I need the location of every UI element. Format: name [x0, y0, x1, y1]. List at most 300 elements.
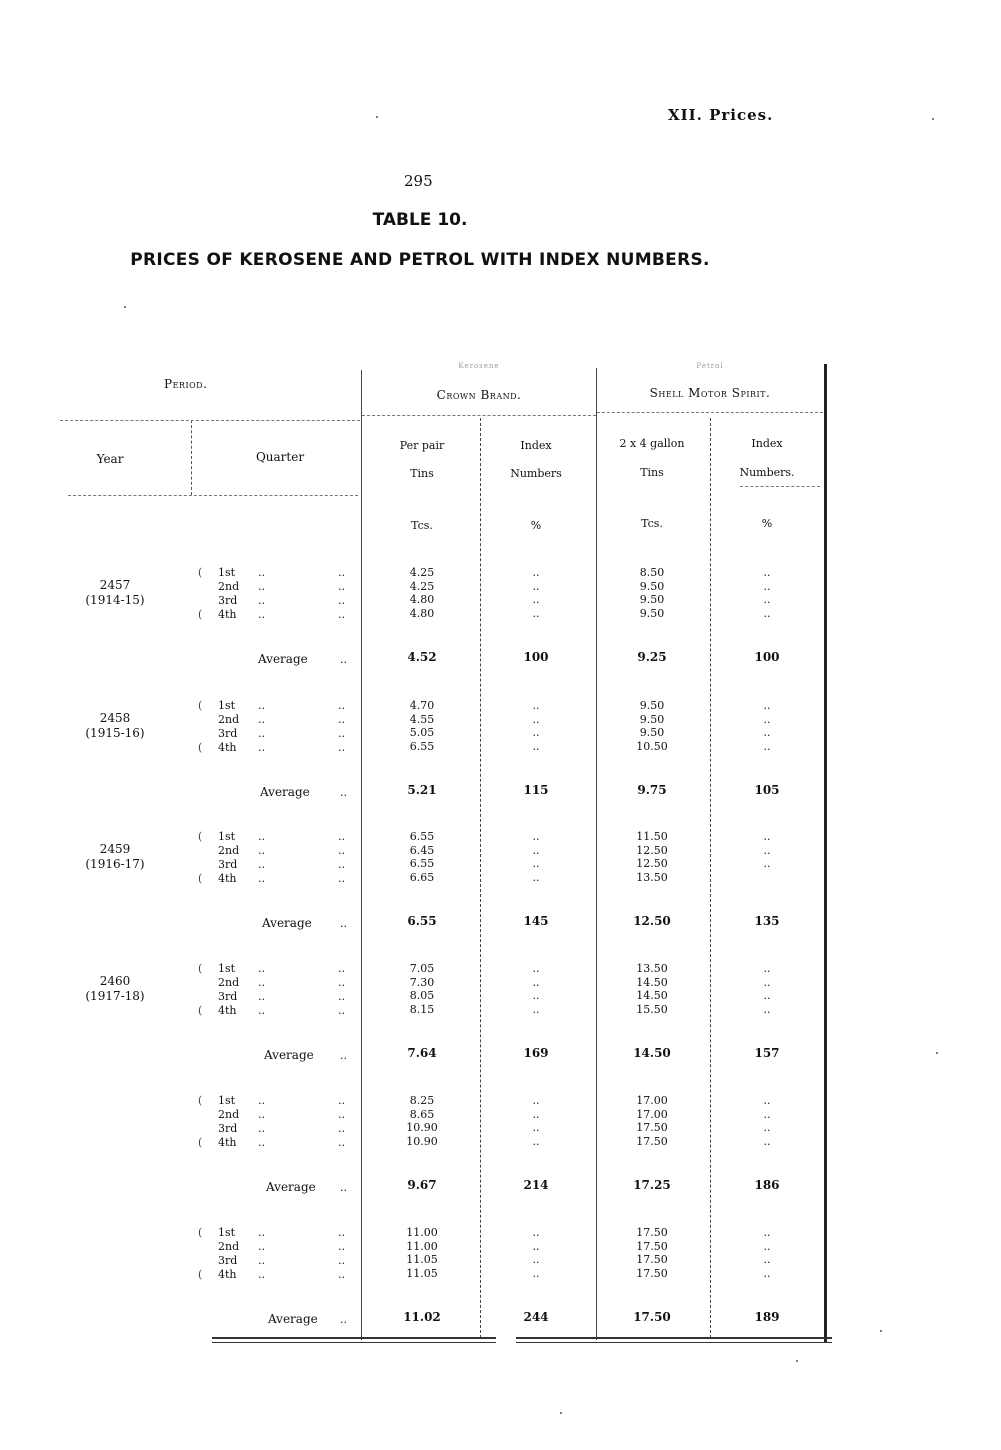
- kerosene-index-cell: ..: [532, 962, 540, 975]
- leader-dots: ..: [338, 1004, 345, 1017]
- header-petrol-index: [722, 429, 812, 487]
- average-petrol-index: 186: [754, 1178, 780, 1192]
- kerosene-price-cell: 10.90: [406, 1121, 438, 1134]
- quarter-list: [218, 1226, 378, 1282]
- kerosene-price-cell: 5.05: [409, 726, 435, 739]
- quarter-row: [218, 1108, 378, 1122]
- header-kerosene-price: [380, 432, 464, 488]
- year-be: 2460: [99, 974, 131, 988]
- leader-dots: ..: [258, 962, 265, 975]
- petrol-price-cell: 17.50: [636, 1121, 668, 1134]
- petrol-index-cell: ..: [763, 1253, 771, 1266]
- kerosene-price-column: [380, 962, 464, 1016]
- average-petrol-price: 9.25: [637, 650, 667, 664]
- leader-dots: ..: [338, 1254, 345, 1267]
- kerosene-price-cell: 4.80: [409, 593, 435, 606]
- petrol-price-cell: 17.00: [636, 1094, 668, 1107]
- quarter-row: [218, 608, 378, 622]
- petrol-index-cell: ..: [763, 975, 771, 989]
- petrol-price-cell: 11.50: [636, 830, 668, 843]
- leader-dots: ..: [258, 1094, 265, 1107]
- quarter-row: [218, 962, 378, 976]
- kerosene-price-cell: 8.15: [409, 1002, 435, 1016]
- leader-dots: ..: [338, 566, 345, 579]
- leader-dots: ..: [258, 1268, 265, 1281]
- kerosene-price-cell: 6.45: [409, 843, 435, 857]
- scan-speck: [796, 1360, 798, 1362]
- petrol-price-cell: 13.50: [636, 870, 668, 884]
- kerosene-index-cell: ..: [532, 1107, 540, 1121]
- kerosene-price-cell: 8.65: [409, 1107, 435, 1121]
- header-kerosene-group: Kerosene: [458, 362, 500, 370]
- column-divider-petrol-index: [710, 418, 711, 1338]
- petrol-price-cell: 13.50: [636, 962, 668, 975]
- kerosene-price-column: [380, 1094, 464, 1148]
- average-kerosene-index: 244: [523, 1310, 549, 1324]
- brace-mark: ( (: [198, 699, 203, 754]
- quarter-row: [218, 1254, 378, 1268]
- leader-dots: ..: [338, 830, 345, 843]
- petrol-price-cell: 9.50: [639, 579, 665, 593]
- header-petrol-index-line2: Numbers.: [739, 466, 795, 479]
- header-petrol-price: [604, 429, 700, 487]
- petrol-index-cell: ..: [763, 593, 771, 606]
- leader-dots: ..: [338, 1136, 345, 1149]
- average-kerosene-index: 214: [523, 1178, 549, 1192]
- bottom-rule-left: [212, 1337, 496, 1339]
- kerosene-index-cell: ..: [532, 739, 540, 753]
- year-cell: [60, 974, 170, 1004]
- quarter-label: 1st: [218, 699, 236, 712]
- leader-dots: ..: [340, 1313, 347, 1326]
- header-year: Year: [96, 452, 124, 466]
- kerosene-index-cell: ..: [532, 989, 540, 1002]
- leader-dots: ..: [338, 1122, 345, 1135]
- kerosene-price-column: [380, 1226, 464, 1280]
- kerosene-price-cell: 6.55: [409, 857, 435, 870]
- petrol-price-column: [604, 566, 700, 620]
- quarter-row: [218, 594, 378, 608]
- quarter-label: 4th: [218, 1268, 237, 1281]
- kerosene-index-cell: ..: [532, 1226, 540, 1239]
- leader-dots: ..: [338, 727, 345, 740]
- quarter-row: [218, 727, 378, 741]
- quarter-row: [218, 566, 378, 580]
- average-petrol-price: 14.50: [633, 1046, 671, 1060]
- leader-dots: ..: [340, 653, 347, 666]
- leader-dots: ..: [258, 1122, 265, 1135]
- average-label: Average: [264, 1048, 314, 1062]
- average-kerosene-price: 6.55: [407, 914, 437, 928]
- average-petrol-price: 12.50: [633, 914, 671, 928]
- quarter-row: [218, 741, 378, 755]
- year-be: 2458: [99, 711, 131, 725]
- quarter-row: [218, 858, 378, 872]
- petrol-index-cell: ..: [763, 1002, 771, 1016]
- average-kerosene-price: 4.52: [407, 650, 437, 664]
- petrol-index-column: [722, 1226, 812, 1280]
- kerosene-index-cell: ..: [532, 975, 540, 989]
- petrol-price-cell: 9.50: [639, 712, 665, 726]
- average-label: Average: [262, 916, 312, 930]
- petrol-price-cell: 17.50: [636, 1253, 668, 1266]
- year-cell: [60, 578, 170, 608]
- leader-dots: ..: [338, 1240, 345, 1253]
- quarter-label: 1st: [218, 962, 236, 975]
- leader-dots: ..: [258, 1254, 265, 1267]
- quarter-row: [218, 699, 378, 713]
- kerosene-index-cell: ..: [532, 1002, 540, 1016]
- kerosene-index-cell: ..: [532, 606, 540, 620]
- scan-speck: [936, 1052, 938, 1054]
- petrol-price-column: [604, 699, 700, 753]
- petrol-index-cell: ..: [763, 830, 771, 843]
- kerosene-price-cell: 4.70: [409, 699, 435, 712]
- average-kerosene-index: 145: [523, 914, 549, 928]
- petrol-price-cell: 17.50: [636, 1266, 668, 1280]
- petrol-price-cell: 9.50: [639, 606, 665, 620]
- kerosene-index-cell: ..: [532, 712, 540, 726]
- petrol-index-cell: ..: [763, 1239, 771, 1253]
- petrol-index-cell: ..: [763, 843, 771, 857]
- year-ad: (1917-18): [85, 989, 145, 1003]
- quarter-label: 1st: [218, 566, 236, 579]
- leader-dots: ..: [258, 1226, 265, 1239]
- leader-dots: ..: [338, 741, 345, 754]
- leader-dots: ..: [340, 917, 347, 930]
- petrol-index-column: [722, 962, 812, 1016]
- leader-dots: ..: [258, 594, 265, 607]
- unit-kerosene-price: Tcs.: [411, 519, 433, 532]
- kerosene-price-cell: 4.80: [409, 606, 435, 620]
- kerosene-index-cell: ..: [532, 579, 540, 593]
- quarter-label: 2nd: [218, 1108, 240, 1121]
- kerosene-price-cell: 6.55: [409, 830, 435, 843]
- kerosene-index-column: [494, 1226, 578, 1280]
- header-rule-bottom: [68, 495, 358, 496]
- quarter-label: 3rd: [218, 1254, 238, 1267]
- kerosene-price-cell: 11.05: [406, 1266, 438, 1280]
- quarter-label: 2nd: [218, 713, 240, 726]
- petrol-index-cell: ..: [763, 857, 771, 870]
- scan-speck: [880, 1330, 882, 1332]
- header-kerosene-brand: Crown Brand.: [436, 388, 522, 402]
- quarter-list: [218, 830, 378, 886]
- petrol-index-cell: ..: [763, 699, 771, 712]
- kerosene-index-cell: ..: [532, 726, 540, 739]
- leader-dots: ..: [338, 872, 345, 885]
- petrol-price-cell: 17.50: [636, 1134, 668, 1148]
- leader-dots: ..: [258, 844, 265, 857]
- year-ad: (1914-15): [85, 593, 145, 607]
- quarter-label: 4th: [218, 872, 237, 885]
- quarter-row: [218, 830, 378, 844]
- petrol-price-cell: 17.50: [636, 1226, 668, 1239]
- quarter-row: [218, 580, 378, 594]
- leader-dots: ..: [338, 699, 345, 712]
- kerosene-price-cell: 11.00: [406, 1226, 438, 1239]
- average-label: Average: [266, 1180, 316, 1194]
- kerosene-index-cell: ..: [532, 699, 540, 712]
- kerosene-index-cell: ..: [532, 1266, 540, 1280]
- average-petrol-index: 157: [754, 1046, 780, 1060]
- brace-mark: ( (: [198, 962, 203, 1017]
- header-petrol-group: Petrol: [696, 362, 724, 370]
- quarter-row: [218, 1004, 378, 1018]
- leader-dots: ..: [340, 1181, 347, 1194]
- column-divider-kerosene-index: [480, 418, 481, 1338]
- kerosene-price-column: [380, 830, 464, 884]
- leader-dots: ..: [338, 1108, 345, 1121]
- leader-dots: ..: [338, 976, 345, 989]
- header-rule-top: [60, 420, 360, 421]
- leader-dots: ..: [258, 608, 265, 621]
- quarter-list: [218, 566, 378, 622]
- kerosene-index-column: [494, 699, 578, 753]
- leader-dots: ..: [338, 608, 345, 621]
- leader-dots: ..: [338, 1094, 345, 1107]
- kerosene-index-column: [494, 566, 578, 620]
- quarter-row: [218, 1136, 378, 1150]
- petrol-price-cell: 14.50: [636, 975, 668, 989]
- header-petrol-index-line1: Index: [751, 437, 783, 450]
- petrol-index-cell: ..: [763, 1134, 771, 1148]
- average-petrol-index: 100: [754, 650, 780, 664]
- header-rule-kerosene: [362, 415, 596, 416]
- petrol-index-cell: ..: [763, 566, 771, 579]
- kerosene-index-cell: ..: [532, 870, 540, 884]
- year-be: 2459: [99, 842, 131, 856]
- leader-dots: ..: [258, 1004, 265, 1017]
- kerosene-index-cell: ..: [532, 1253, 540, 1266]
- kerosene-price-cell: 6.65: [409, 870, 435, 884]
- quarter-label: 1st: [218, 1226, 236, 1239]
- quarter-label: 1st: [218, 830, 236, 843]
- quarter-row: [218, 713, 378, 727]
- unit-kerosene-index: %: [530, 519, 542, 532]
- quarter-list: [218, 1094, 378, 1150]
- year-be: 2457: [99, 578, 131, 592]
- petrol-price-cell: 12.50: [636, 843, 668, 857]
- quarter-label: 2nd: [218, 844, 240, 857]
- kerosene-price-cell: 7.05: [409, 962, 435, 975]
- petrol-index-column: [722, 830, 812, 871]
- kerosene-price-column: [380, 699, 464, 753]
- kerosene-price-cell: 11.00: [406, 1239, 438, 1253]
- quarter-label: 3rd: [218, 990, 238, 1003]
- leader-dots: ..: [258, 1108, 265, 1121]
- quarter-label: 1st: [218, 1094, 236, 1107]
- bottom-rule-left-2: [212, 1342, 496, 1343]
- quarter-label: 4th: [218, 608, 237, 621]
- petrol-price-column: [604, 1226, 700, 1280]
- leader-dots: ..: [338, 1226, 345, 1239]
- brace-mark: ( (: [198, 1226, 203, 1281]
- petrol-price-cell: 14.50: [636, 989, 668, 1002]
- kerosene-index-cell: ..: [532, 1121, 540, 1134]
- leader-dots: ..: [338, 1268, 345, 1281]
- quarter-row: [218, 1240, 378, 1254]
- leader-dots: ..: [340, 786, 347, 799]
- quarter-label: 2nd: [218, 1240, 240, 1253]
- year-cell: [60, 711, 170, 741]
- average-petrol-price: 17.25: [633, 1178, 671, 1192]
- petrol-price-cell: 15.50: [636, 1002, 668, 1016]
- year-ad: (1916-17): [85, 857, 145, 871]
- kerosene-price-cell: 4.55: [409, 712, 435, 726]
- petrol-index-column: [722, 566, 812, 620]
- petrol-index-column: [722, 1094, 812, 1148]
- kerosene-price-column: [380, 566, 464, 620]
- header-kerosene-price-line2: Tins: [410, 467, 434, 480]
- kerosene-index-cell: ..: [532, 830, 540, 843]
- header-kerosene-index: [494, 432, 578, 488]
- quarter-row: [218, 976, 378, 990]
- quarter-label: 4th: [218, 1136, 237, 1149]
- quarter-list: [218, 962, 378, 1018]
- petrol-price-cell: 12.50: [636, 857, 668, 870]
- quarter-row: [218, 990, 378, 1004]
- column-divider-year: [191, 420, 192, 495]
- scan-speck: [932, 118, 934, 120]
- leader-dots: ..: [258, 976, 265, 989]
- kerosene-price-cell: 10.90: [406, 1134, 438, 1148]
- petrol-index-cell: ..: [763, 1226, 771, 1239]
- year-ad: (1915-16): [85, 726, 145, 740]
- leader-dots: ..: [258, 580, 265, 593]
- quarter-label: 4th: [218, 741, 237, 754]
- petrol-index-cell: ..: [763, 962, 771, 975]
- leader-dots: ..: [258, 1240, 265, 1253]
- petrol-price-cell: 17.00: [636, 1107, 668, 1121]
- leader-dots: ..: [258, 566, 265, 579]
- petrol-index-cell: ..: [763, 579, 771, 593]
- kerosene-price-cell: 8.05: [409, 989, 435, 1002]
- kerosene-index-column: [494, 830, 578, 884]
- running-head: XII. Prices.: [668, 106, 774, 124]
- leader-dots: ..: [258, 741, 265, 754]
- kerosene-index-cell: ..: [532, 843, 540, 857]
- petrol-price-column: [604, 1094, 700, 1148]
- header-period: Period.: [164, 377, 208, 391]
- average-kerosene-price: 5.21: [407, 783, 437, 797]
- unit-petrol-price: Tcs.: [641, 517, 663, 530]
- quarter-label: 2nd: [218, 580, 240, 593]
- quarter-label: 3rd: [218, 594, 238, 607]
- leader-dots: ..: [258, 727, 265, 740]
- kerosene-index-cell: ..: [532, 593, 540, 606]
- leader-dots: ..: [338, 844, 345, 857]
- average-kerosene-price: 11.02: [403, 1310, 441, 1324]
- average-petrol-price: 9.75: [637, 783, 667, 797]
- scan-speck: [124, 306, 126, 308]
- quarter-row: [218, 1094, 378, 1108]
- leader-dots: ..: [258, 990, 265, 1003]
- petrol-index-cell: ..: [763, 712, 771, 726]
- petrol-index-cell: ..: [763, 726, 771, 739]
- header-kerosene-index-line1: Index: [520, 439, 552, 452]
- average-kerosene-price: 7.64: [407, 1046, 437, 1060]
- leader-dots: ..: [258, 713, 265, 726]
- kerosene-index-cell: ..: [532, 1094, 540, 1107]
- quarter-row: [218, 844, 378, 858]
- scan-speck: [560, 1412, 562, 1414]
- quarter-label: 3rd: [218, 1122, 238, 1135]
- average-label: Average: [260, 785, 310, 799]
- header-petrol-price-line2: Tins: [640, 466, 664, 479]
- petrol-index-cell: ..: [763, 739, 771, 753]
- table-right-border: [824, 364, 827, 1342]
- kerosene-index-cell: ..: [532, 566, 540, 579]
- year-cell: [60, 842, 170, 872]
- leader-dots: ..: [258, 872, 265, 885]
- leader-dots: ..: [258, 830, 265, 843]
- brace-mark: ( (: [198, 566, 203, 621]
- leader-dots: ..: [338, 858, 345, 871]
- petrol-price-cell: 8.50: [639, 566, 665, 579]
- petrol-index-cell: ..: [763, 1094, 771, 1107]
- kerosene-price-cell: 4.25: [409, 579, 435, 593]
- header-kerosene-index-line2: Numbers: [510, 467, 562, 480]
- kerosene-price-cell: 11.05: [406, 1253, 438, 1266]
- kerosene-index-column: [494, 962, 578, 1016]
- quarter-label: 2nd: [218, 976, 240, 989]
- petrol-price-cell: 9.50: [639, 699, 665, 712]
- quarter-label: 3rd: [218, 727, 238, 740]
- header-kerosene-price-line1: Per pair: [399, 439, 445, 452]
- quarter-row: [218, 1226, 378, 1240]
- header-quarter: Quarter: [255, 450, 305, 464]
- average-petrol-index: 135: [754, 914, 780, 928]
- quarter-label: 4th: [218, 1004, 237, 1017]
- table-subtitle: PRICES OF KEROSENE AND PETROL WITH INDEX NUMBERS.: [130, 250, 710, 270]
- petrol-index-cell: ..: [763, 1107, 771, 1121]
- average-petrol-index: 189: [754, 1310, 780, 1324]
- kerosene-price-cell: 4.25: [409, 566, 435, 579]
- average-petrol-price: 17.50: [633, 1310, 671, 1324]
- average-kerosene-price: 9.67: [407, 1178, 437, 1192]
- quarter-row: [218, 1122, 378, 1136]
- kerosene-index-cell: ..: [532, 1239, 540, 1253]
- petrol-price-column: [604, 830, 700, 884]
- kerosene-price-cell: 7.30: [409, 975, 435, 989]
- leader-dots: ..: [338, 580, 345, 593]
- leader-dots: ..: [338, 990, 345, 1003]
- header-rule-petrol: [597, 412, 823, 413]
- petrol-price-cell: 9.50: [639, 726, 665, 739]
- petrol-index-cell: ..: [763, 606, 771, 620]
- petrol-price-column: [604, 962, 700, 1016]
- leader-dots: ..: [258, 858, 265, 871]
- bottom-rule-right: [516, 1337, 832, 1339]
- leader-dots: ..: [338, 962, 345, 975]
- kerosene-index-cell: ..: [532, 1134, 540, 1148]
- leader-dots: ..: [338, 713, 345, 726]
- brace-mark: ( (: [198, 1094, 203, 1149]
- average-label: Average: [258, 652, 308, 666]
- petrol-index-cell: ..: [763, 989, 771, 1002]
- page-number: 295: [404, 172, 433, 190]
- petrol-index-cell: ..: [763, 1266, 771, 1280]
- kerosene-index-cell: ..: [532, 857, 540, 870]
- unit-petrol-index: %: [761, 517, 773, 530]
- leader-dots: ..: [258, 699, 265, 712]
- kerosene-index-column: [494, 1094, 578, 1148]
- petrol-price-cell: 17.50: [636, 1239, 668, 1253]
- table-title: TABLE 10.: [372, 210, 468, 230]
- petrol-index-cell: ..: [763, 1121, 771, 1134]
- average-kerosene-index: 115: [523, 783, 549, 797]
